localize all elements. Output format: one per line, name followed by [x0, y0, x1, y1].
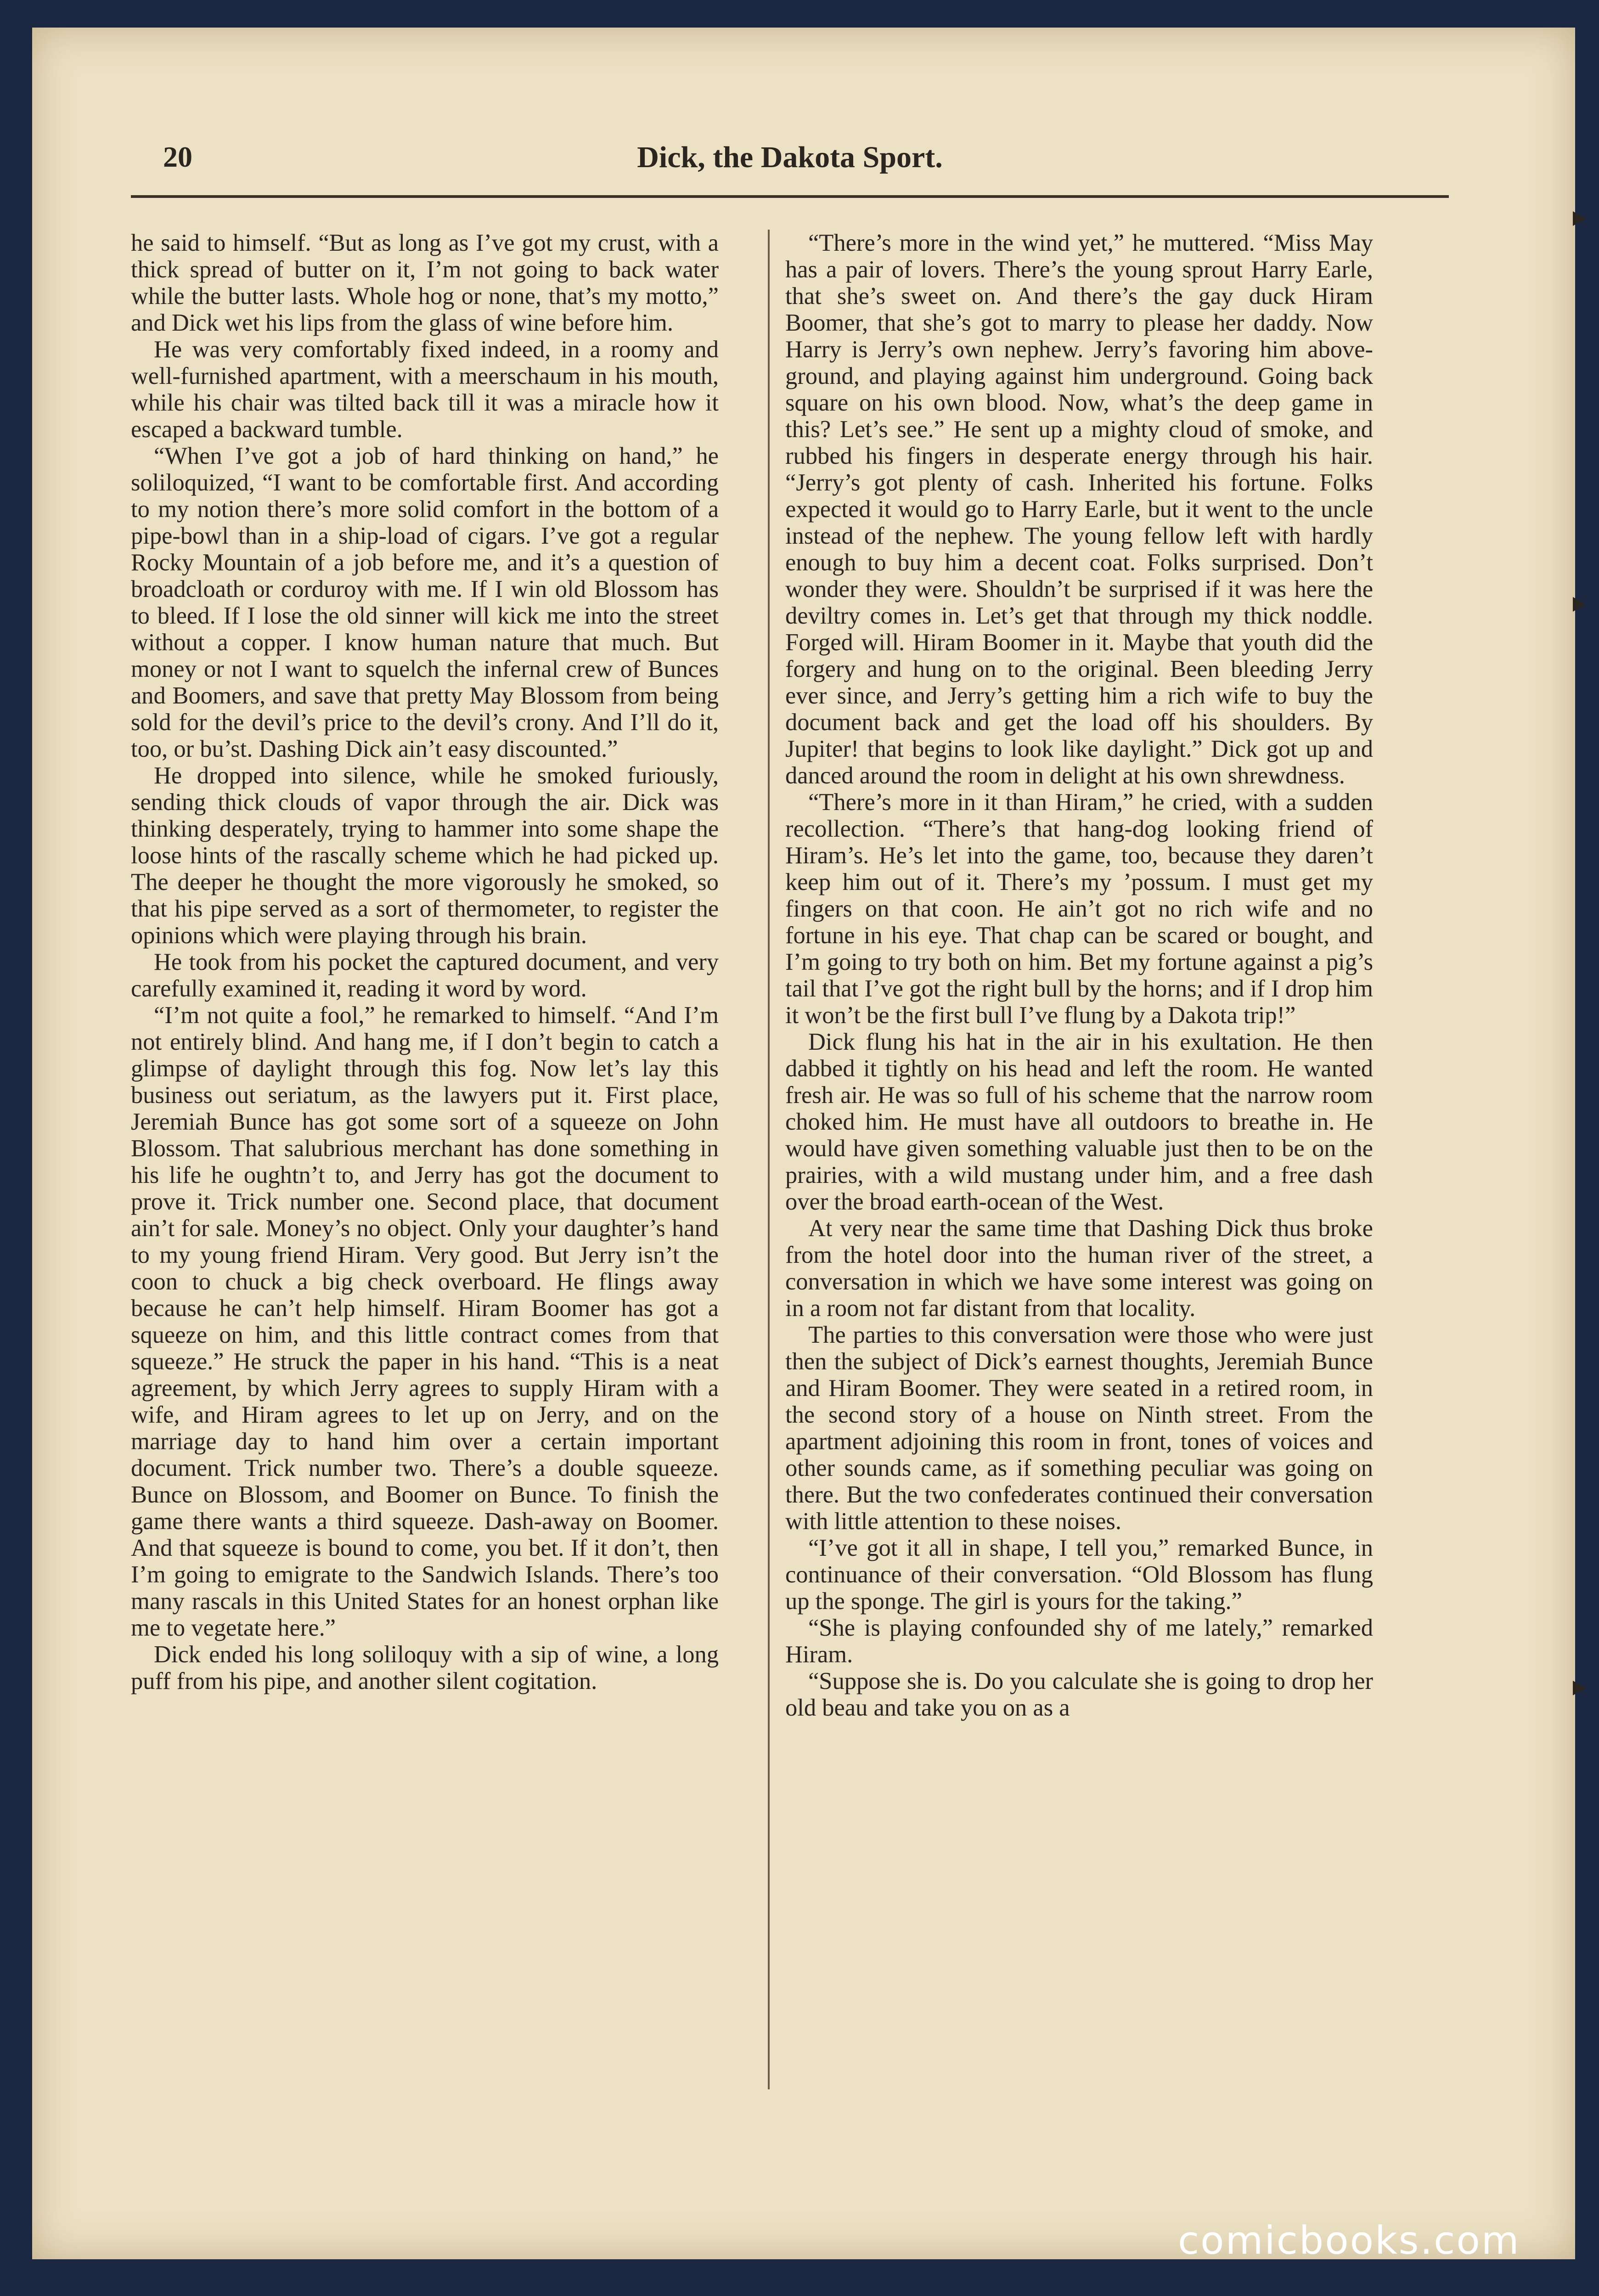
paragraph: “There’s more in it than Hiram,” he cried, with a sudden recollection. “There’s that hang-dog looking friend of Hiram’s. He’s let into the game, too, because they daren’t keep him out of it. There’s my ’possum. I must get my fingers on that coon. He ain’t got no rich wife and no fortune in his eye. That chap can be scared or bought, and I’m going to try both on him. Bet my fortune against a pig’s tail that I’ve got the right bull by the horns; and if I drop him it won’t be the first bull I’ve flung by a Dakota trip!”: [785, 789, 1373, 1029]
page-header: [131, 140, 1449, 198]
running-title: Dick, the Dakota Sport.: [637, 141, 943, 174]
paragraph: Dick ended his long soliloquy with a sip of wine, a long puff from his pipe, and another silent cogitation.: [131, 1641, 719, 1694]
paragraph: “Suppose she is. Do you calculate she is going to drop her old beau and take you on as a: [785, 1668, 1373, 1721]
paragraph: “There’s more in the wind yet,” he muttered. “Miss May has a pair of lovers. There’s the young sprout Harry Earle, that she’s sweet on. And there’s the gay duck Hiram Boomer, that she’s got to marry to please her daddy. Now Harry is Jerry’s own nephew. Jerry’s favoring him above-ground, and playing against him underground. Going back square on his own blood. Now, what’s the deep game in this? Let’s see.” He sent up a mighty cloud of smoke, and rubbed his fingers in desperate energy through his hair. “Jerry’s got plenty of cash. Inherited his fortune. Folks expected it would go to Harry Earle, but it went to the uncle instead of the nephew. The young fellow left with hardly enough to buy him a decent coat. Folks surprised. Don’t wonder they were. Shouldn’t be surprised if it was here the deviltry comes in. Let’s get that through my thick noddle. Forged will. Hiram Boomer in it. Maybe that youth did the forgery and hung on to the original. Been bleeding Jerry ever since, and Jerry’s getting him a rich wife to buy the document back and get the load off his shoulders. By Jupiter! that begins to look like daylight.” Dick got up and danced around the room in delight at his own shrewdness.: [785, 230, 1373, 789]
binding-staple-mark: [1573, 1681, 1586, 1695]
watermark: comicbooks.com: [1178, 2218, 1520, 2263]
left-column: [131, 230, 719, 2108]
paragraph: He dropped into silence, while he smoked furiously, sending thick clouds of vapor through the air. Dick was thinking desperately, trying to hammer into some shape the loose hints of the rascally scheme which he had picked up. The deeper he thought the more vigorously he smoked, so that his pipe served as a sort of thermometer, to register the opinions which were playing through his brain.: [131, 762, 719, 949]
paragraph: “When I’ve got a job of hard thinking on hand,” he soliloquized, “I want to be comfortable first. And according to my notion there’s more solid comfort in the bottom of a pipe-bowl than in a ship-load of cigars. I’ve got a regular Rocky Mountain of a job before me, and it’s a question of broadcloath or corduroy with me. If I win old Blossom has to bleed. If I lose the old sinner will kick me into the street without a copper. I know human nature that much. But money or not I want to squelch the infernal crew of Bunces and Boomers, and save that pretty May Blossom from being sold for the devil’s price to the devil’s crony. And I’ll do it, too, or bu’st. Dashing Dick ain’t easy discounted.”: [131, 443, 719, 762]
paragraph: He was very comfortably fixed indeed, in a roomy and well-furnished apartment, with a meerschaum in his mouth, while his chair was tilted back till it was a miracle how it escaped a backward tumble.: [131, 336, 719, 443]
binding-staple-mark: [1573, 211, 1586, 226]
paragraph: he said to himself. “But as long as I’ve got my crust, with a thick spread of butter on it, I’m not going to back water while the butter lasts. Whole hog or none, that’s my motto,” and Dick wet his lips from the glass of wine before him.: [131, 230, 719, 336]
magazine-page: [32, 28, 1575, 2259]
paragraph: He took from his pocket the captured document, and very carefully examined it, reading it word by word.: [131, 949, 719, 1002]
right-column: [785, 230, 1373, 2108]
paragraph: The parties to this conversation were those who were just then the subject of Dick’s earnest thoughts, Jeremiah Bunce and Hiram Boomer. They were seated in a retired room, in the second story of a house on Ninth street. From the apartment adjoining this room in front, tones of voices and other sounds came, as if something peculiar was going on there. But the two confederates continued their conversation with little attention to these noises.: [785, 1322, 1373, 1535]
paragraph: “I’ve got it all in shape, I tell you,” remarked Bunce, in continuance of their conversation. “Old Blossom has flung up the sponge. The girl is yours for the taking.”: [785, 1535, 1373, 1615]
paragraph: At very near the same time that Dashing Dick thus broke from the hotel door into the human river of the street, a conversation in which we have some interest was going on in a room not far distant from that locality.: [785, 1215, 1373, 1322]
paragraph: “She is playing confounded shy of me lately,” remarked Hiram.: [785, 1615, 1373, 1668]
column-divider: [768, 230, 770, 2089]
paragraph: “I’m not quite a fool,” he remarked to himself. “And I’m not entirely blind. And hang me, if I don’t begin to catch a glimpse of daylight through this fog. Now let’s lay this business out seriatum, as the lawyers put it. First place, Jeremiah Bunce has got some sort of a squeeze on John Blossom. That salubrious merchant has done something in his life he oughtn’t to, and Jerry has got the document to prove it. Trick number one. Second place, that document ain’t for sale. Money’s no object. Only your daughter’s hand to my young friend Hiram. Very good. But Jerry isn’t the coon to chuck a big check overboard. He flings away because he can’t help himself. Hiram Boomer has got a squeeze on him, and this little contract comes from that squeeze.” He struck the paper in his hand. “This is a neat agreement, by which Jerry agrees to supply Hiram with a wife, and Hiram agrees to let up on Jerry, and on the marriage day to hand him over a certain important document. Trick number two. There’s a double squeeze. Bunce on Blossom, and Boomer on Bunce. To finish the game there wants a third squeeze. Dash-away on Boomer. And that squeeze is bound to come, you bet. If it don’t, then I’m going to emigrate to the Sandwich Islands. There’s too many rascals in this United States for an honest orphan like me to vegetate here.”: [131, 1002, 719, 1641]
binding-staple-mark: [1573, 597, 1586, 612]
page-number: 20: [163, 141, 192, 173]
paragraph: Dick flung his hat in the air in his exultation. He then dabbed it tightly on his head and left the room. He wanted fresh air. He was so full of his scheme that the narrow room choked him. He must have all outdoors to breathe in. He would have given something valuable just then to be on the prairies, with a wild mustang under him, and a free dash over the broad earth-ocean of the West.: [785, 1029, 1373, 1215]
